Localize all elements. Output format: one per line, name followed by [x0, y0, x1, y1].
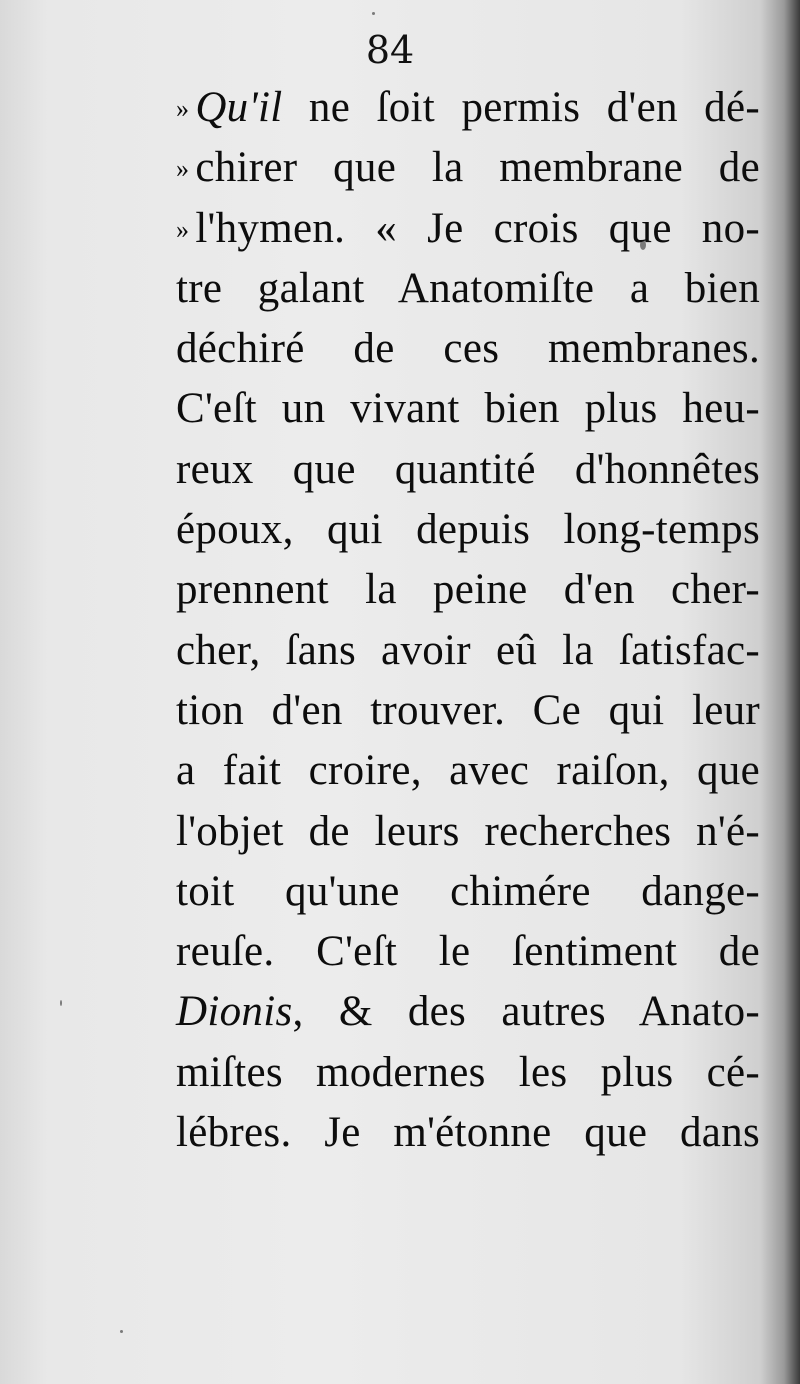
line-text: déchiré de ces membranes.	[176, 325, 760, 373]
line-text: l'hymen. « Je crois que no-	[195, 204, 760, 252]
line-text: C'eſt un vivant bien plus heu-	[176, 385, 760, 433]
line-text: a fait croire, avec raiſon, que	[176, 747, 760, 795]
text-line	[176, 922, 760, 982]
text-line	[176, 379, 760, 439]
text-line	[176, 982, 760, 1042]
text-line	[176, 621, 760, 681]
text-line	[176, 440, 760, 500]
line-text: chirer que la membrane de	[195, 144, 760, 192]
text-line	[176, 681, 760, 741]
quote-mark: »	[176, 154, 190, 184]
text-line	[176, 319, 760, 379]
paper-speck	[372, 12, 375, 15]
page-number: 84	[365, 28, 415, 72]
line-text: miſtes modernes les plus cé-	[176, 1048, 760, 1096]
text-line	[176, 259, 760, 319]
line-text: prennent la peine d'en cher-	[176, 566, 760, 614]
paper-speck	[60, 1000, 62, 1006]
text-line	[176, 862, 760, 922]
text-line	[176, 199, 760, 259]
quote-mark: »	[176, 214, 190, 244]
paper-speck	[120, 1330, 123, 1333]
text-line	[176, 1043, 760, 1103]
body-text	[176, 78, 760, 1163]
line-text: toit qu'une chimére dange-	[176, 867, 760, 915]
line-text: époux, qui depuis long-temps	[176, 506, 760, 554]
line-text: reux que quantité d'honnêtes	[176, 445, 760, 493]
text-line	[176, 1103, 760, 1163]
line-text: lébres. Je m'étonne que dans	[176, 1109, 760, 1157]
quote-mark: »	[176, 94, 190, 123]
line-text: l'objet de leurs recherches n'é-	[176, 807, 760, 855]
text-line	[176, 78, 760, 138]
line-text: cher, ſans avoir eû la ſatisfac-	[176, 626, 760, 674]
line-text: tre galant Anatomiſte a bien	[176, 264, 760, 312]
line-text: , & des autres Anato-	[292, 988, 760, 1036]
text-line	[176, 138, 760, 198]
text-line	[176, 802, 760, 862]
line-text: tion d'en trouver. Ce qui leur	[176, 686, 760, 734]
italic-word: Qu'il	[195, 84, 309, 131]
text-line	[176, 560, 760, 620]
line-text: ne ſoit permis d'en dé-	[308, 84, 760, 131]
text-line	[176, 500, 760, 560]
line-text: reuſe. C'eſt le ſentiment de	[176, 928, 760, 976]
text-line	[176, 741, 760, 801]
italic-word: Dionis	[176, 988, 293, 1036]
